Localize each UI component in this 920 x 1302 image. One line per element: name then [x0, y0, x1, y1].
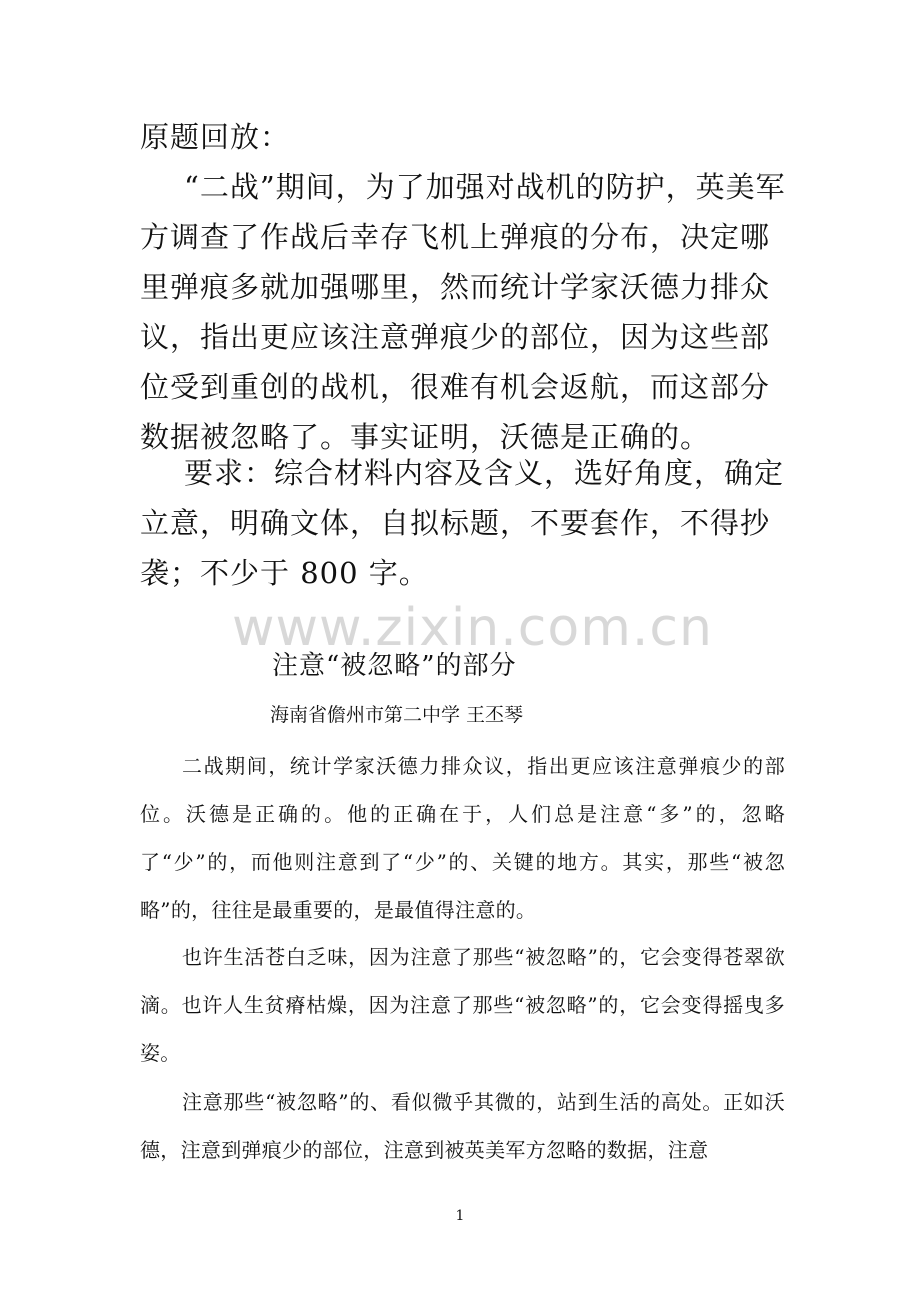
watermark: www.zixin.com.cn — [232, 598, 713, 658]
essay-author: 海南省儋州市第二中学 王丕琴 — [270, 704, 524, 726]
essay-paragraph-1: 二战期间，统计学家沃德力排众议，指出更应该注意弹痕少的部位。沃德是正确的。他的正确在于，人们总是注意“多”的，忽略了“少”的，而他则注意到了“少”的、关键的地方。其实，那些“被忽略”的，往往是最重要的，是最值得注意的。 — [140, 754, 785, 922]
prompt-requirement: 要求：综合材料内容及含义，选好角度，确定立意，明确文体，自拟标题，不要套作，不得抄袭；不少于 800 字。 — [140, 456, 785, 590]
essay-paragraph-2: 也许生活苍白乏味，因为注意了那些“被忽略”的，它会变得苍翠欲滴。也许人生贫瘠枯燥，因为注意了那些“被忽略”的，它会变得摇曳多姿。 — [140, 945, 785, 1065]
prompt-heading: 原题回放： — [140, 120, 291, 154]
prompt-material: “二战”期间，为了加强对战机的防护，英美军方调查了作战后幸存飞机上弹痕的分布，决定哪里弹痕多就加强哪里，然而统计学家沃德力排众议，指出更应该注意弹痕少的部位，因为这些部位受到重创的战机，很难有机会返航，而这部分数据被忽略了。事实证明，沃德是正确的。 — [140, 170, 786, 454]
page-number: 1 — [455, 1208, 465, 1224]
essay-paragraph-3: 注意那些“被忽略”的、看似微乎其微的，站到生活的高处。正如沃德，注意到弹痕少的部位，注意到被英美军方忽略的数据，注意 — [140, 1090, 785, 1162]
essay-title: 注意“被忽略”的部分 — [272, 651, 517, 681]
